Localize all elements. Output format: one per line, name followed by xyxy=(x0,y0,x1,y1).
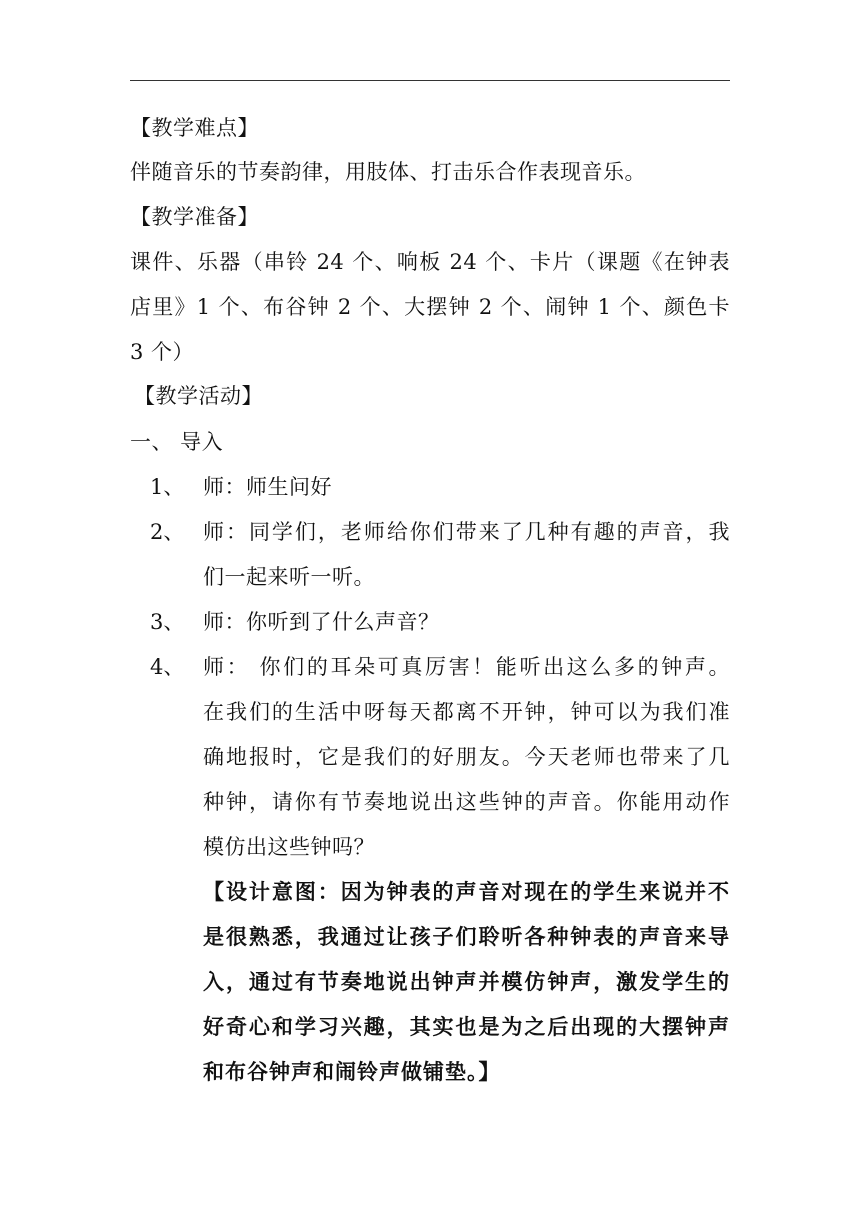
design-intent-line-4: 好奇心和学习兴趣，其实也是为之后出现的大摆钟声 xyxy=(203,1014,730,1039)
item-4-line-2: 在我们的生活中呀每天都离不开钟，钟可以为我们准 xyxy=(203,700,730,724)
design-intent-line-1: 【设计意图：因为钟表的声音对现在的学生来说并不 xyxy=(203,879,730,904)
item-4-line-4: 种钟，请你有节奏地说出这些钟的声音。你能用动作 xyxy=(203,790,730,814)
item-number-3: 3、 xyxy=(150,610,185,634)
item-number-2: 2、 xyxy=(150,520,185,544)
header-rule xyxy=(130,80,730,81)
item-number-4: 4、 xyxy=(150,655,185,679)
prep-line-2: 店里》1 个、布谷钟 2 个、大摆钟 2 个、闹钟 1 个、颜色卡 xyxy=(130,295,730,319)
design-intent-line-5: 和布谷钟声和闹铃声做铺垫。】 xyxy=(203,1059,501,1084)
part-one-heading: 一、 导入 xyxy=(130,430,224,454)
item-4-line-1: 师： 你们的耳朵可真厉害！能听出这么多的钟声。 xyxy=(203,655,730,679)
prep-heading: 【教学准备】 xyxy=(130,205,259,229)
design-intent-line-2: 是很熟悉，我通过让孩子们聆听各种钟表的声音来导 xyxy=(203,924,730,949)
prep-line-1: 课件、乐器（串铃 24 个、响板 24 个、卡片（课题《在钟表 xyxy=(130,250,730,274)
activity-heading: 【教学活动】 xyxy=(134,384,263,408)
item-4-line-3: 确地报时，它是我们的好朋友。今天老师也带来了几 xyxy=(203,745,730,769)
item-2-line-2: 们一起来听一听。 xyxy=(203,565,375,589)
difficulty-heading: 【教学难点】 xyxy=(130,116,259,140)
item-3-line-1: 师：你听到了什么声音？ xyxy=(203,610,440,634)
prep-line-3: 3 个） xyxy=(130,340,195,364)
difficulty-text: 伴随音乐的节奏韵律，用肢体、打击乐合作表现音乐。 xyxy=(130,160,646,184)
item-number-1: 1、 xyxy=(150,475,185,499)
item-4-line-5: 模仿出这些钟吗？ xyxy=(203,835,375,859)
item-1-line-1: 师：师生问好 xyxy=(203,475,332,499)
design-intent-line-3: 入，通过有节奏地说出钟声并模仿钟声，激发学生的 xyxy=(203,969,730,994)
item-2-line-1: 师：同学们，老师给你们带来了几种有趣的声音，我 xyxy=(203,520,730,544)
